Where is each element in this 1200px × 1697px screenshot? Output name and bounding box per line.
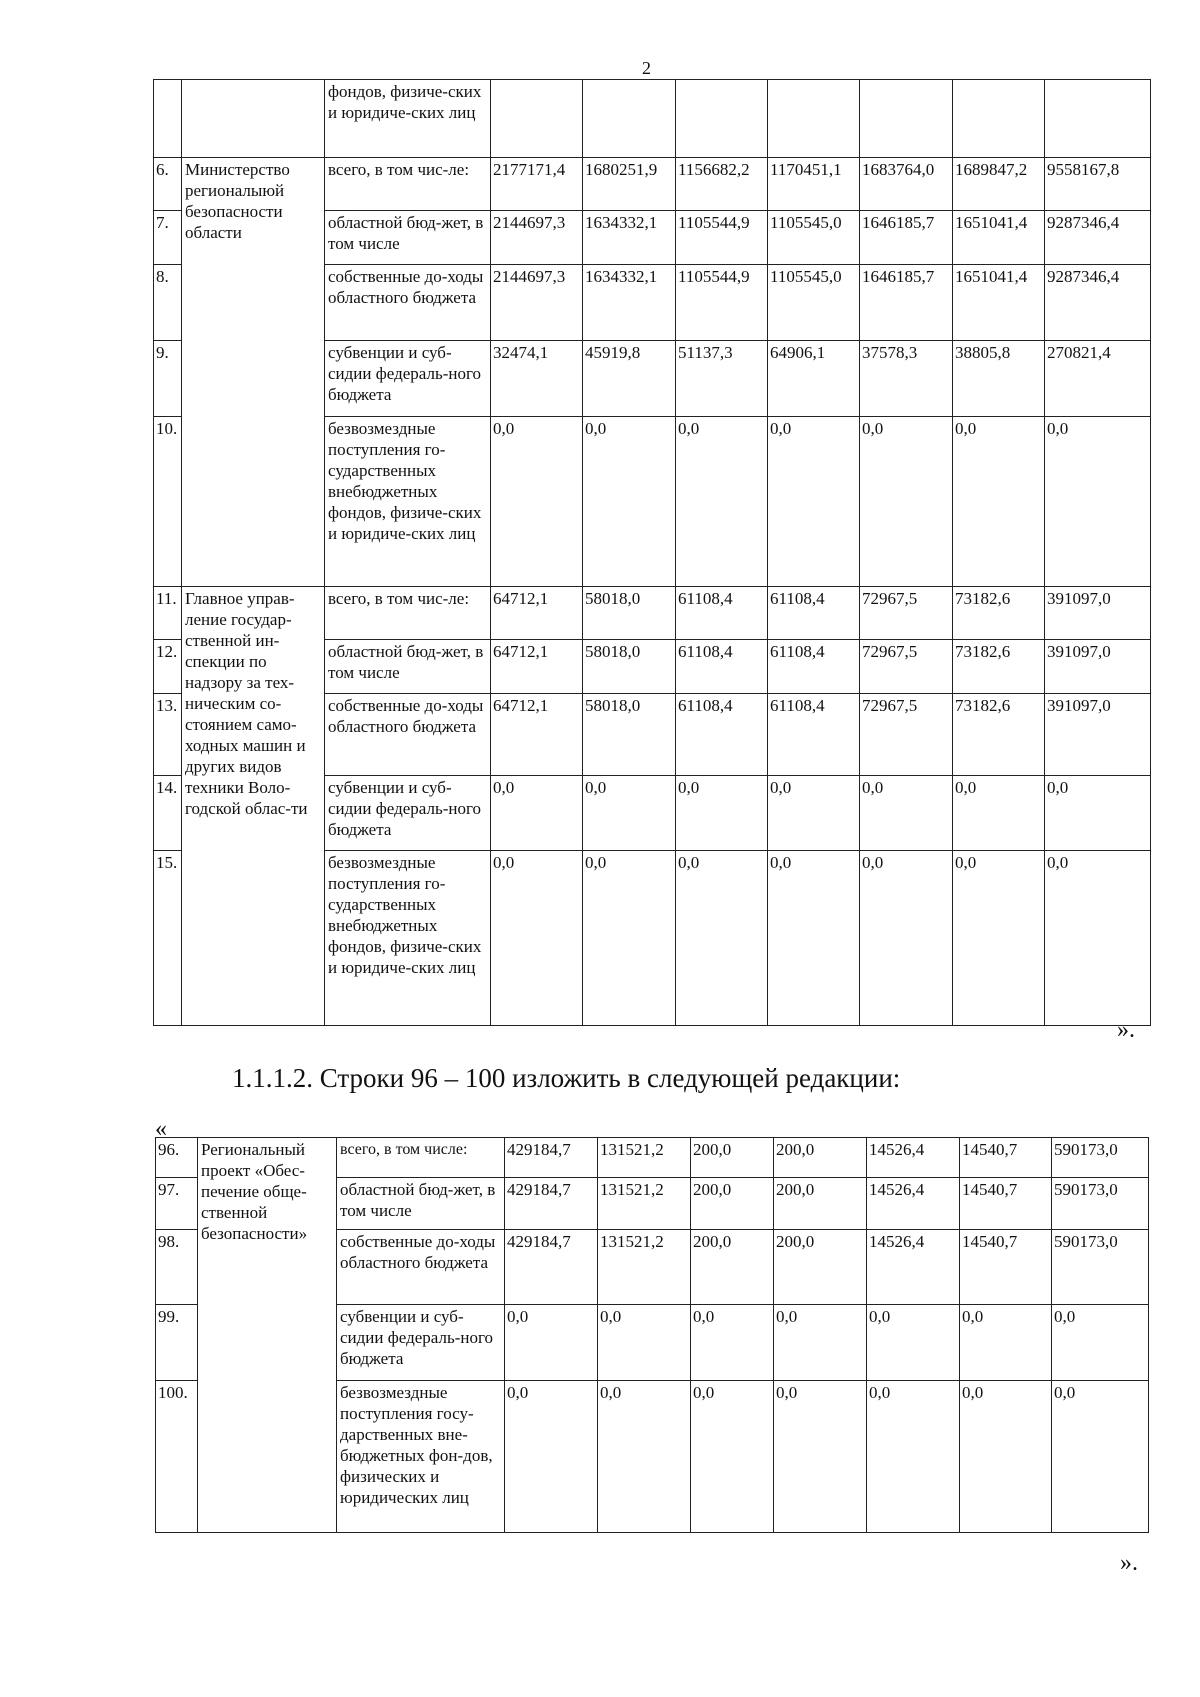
value-cell: 58018,0 — [583, 640, 676, 694]
value-cell: 0,0 — [676, 776, 768, 851]
row-number: 6. — [154, 158, 182, 211]
entity-name: Министерство регионалыюй безопасности области — [182, 158, 325, 587]
row-number: 11. — [154, 587, 182, 640]
value-cell: 1634332,1 — [583, 211, 676, 265]
value-cell: 37578,3 — [860, 341, 953, 417]
value-cell: 0,0 — [867, 1305, 960, 1381]
value-cell: 391097,0 — [1045, 694, 1151, 776]
value-cell: 0,0 — [768, 851, 860, 1026]
value-cell — [1045, 80, 1151, 158]
row-number: 8. — [154, 265, 182, 341]
funding-source-label: безвозмездные поступления го-сударственных внебюджетных фондов, физиче-ских и юридиче-ских лиц — [325, 417, 491, 587]
value-cell: 51137,3 — [676, 341, 768, 417]
closing-quote: ». — [1117, 1017, 1135, 1043]
row-number: 10. — [154, 417, 182, 587]
value-cell: 0,0 — [774, 1381, 867, 1533]
value-cell: 64712,1 — [491, 694, 583, 776]
value-cell: 38805,8 — [953, 341, 1045, 417]
value-cell: 590173,0 — [1052, 1138, 1149, 1178]
value-cell: 14526,4 — [867, 1178, 960, 1230]
value-cell: 0,0 — [491, 851, 583, 1026]
value-cell: 61108,4 — [676, 640, 768, 694]
value-cell: 200,0 — [691, 1178, 774, 1230]
value-cell: 0,0 — [768, 417, 860, 587]
value-cell: 1689847,2 — [953, 158, 1045, 211]
value-cell: 1105544,9 — [676, 211, 768, 265]
row-number: 14. — [154, 776, 182, 851]
row-number: 7. — [154, 211, 182, 265]
value-cell: 2144697,3 — [491, 265, 583, 341]
value-cell: 270821,4 — [1045, 341, 1151, 417]
value-cell: 200,0 — [691, 1138, 774, 1178]
value-cell: 14540,7 — [960, 1178, 1052, 1230]
value-cell: 200,0 — [774, 1178, 867, 1230]
value-cell: 200,0 — [774, 1138, 867, 1178]
funding-table-amended-rows — [155, 1137, 1149, 1533]
value-cell: 429184,7 — [505, 1138, 598, 1178]
value-cell: 58018,0 — [583, 587, 676, 640]
funding-source-label: собственные до-ходы областного бюджета — [325, 694, 491, 776]
value-cell: 0,0 — [953, 851, 1045, 1026]
value-cell: 61108,4 — [676, 694, 768, 776]
value-cell: 200,0 — [774, 1230, 867, 1305]
value-cell — [953, 80, 1045, 158]
value-cell: 0,0 — [1052, 1381, 1149, 1533]
value-cell: 0,0 — [583, 851, 676, 1026]
opening-quote: « — [155, 1116, 167, 1142]
funding-source-label: безвозмездные поступления го-сударственных внебюджетных фондов, физиче-ских и юридиче-ских лиц — [325, 851, 491, 1026]
value-cell: 61108,4 — [768, 640, 860, 694]
funding-source-cell: фондов, физиче-ских и юридиче-ских лиц — [325, 80, 491, 158]
value-cell: 0,0 — [505, 1305, 598, 1381]
amendment-heading: 1.1.1.2. Строки 96 – 100 изложить в следующей редакции: — [232, 1063, 901, 1093]
value-cell: 0,0 — [598, 1305, 691, 1381]
value-cell — [768, 80, 860, 158]
value-cell: 14526,4 — [867, 1230, 960, 1305]
entity-cell — [182, 80, 325, 158]
value-cell: 1646185,7 — [860, 211, 953, 265]
value-cell: 72967,5 — [860, 694, 953, 776]
value-cell: 61108,4 — [676, 587, 768, 640]
value-cell: 0,0 — [583, 776, 676, 851]
funding-source-label: областной бюд-жет, в том числе — [325, 211, 491, 265]
group-regional-project — [156, 1138, 1149, 1533]
value-cell: 1156682,2 — [676, 158, 768, 211]
value-cell: 1680251,9 — [583, 158, 676, 211]
funding-table-continuation — [153, 79, 1151, 1026]
value-cell: 73182,6 — [953, 694, 1045, 776]
entity-name: Главное управ-ление государ-ственной ин-спекции по надзору за тех-ническим со-стоянием само-ходных машин и других видов техники Воло-годской облас-ти — [182, 587, 325, 1026]
value-cell: 1105544,9 — [676, 265, 768, 341]
value-cell: 131521,2 — [598, 1138, 691, 1178]
funding-source-label: субвенции и суб-сидии федераль-ного бюджета — [337, 1305, 505, 1381]
funding-source-label: безвозмездные поступления госу-дарственных вне-бюджетных фон-дов, физических и юридических лиц — [337, 1381, 505, 1533]
value-cell: 590173,0 — [1052, 1230, 1149, 1305]
value-cell: 131521,2 — [598, 1230, 691, 1305]
value-cell: 0,0 — [691, 1381, 774, 1533]
funding-source-label: собственные до-ходы областного бюджета — [325, 265, 491, 341]
value-cell: 1646185,7 — [860, 265, 953, 341]
table-row — [154, 587, 1151, 640]
value-cell: 200,0 — [691, 1230, 774, 1305]
value-cell: 0,0 — [960, 1305, 1052, 1381]
value-cell: 2144697,3 — [491, 211, 583, 265]
value-cell: 0,0 — [676, 851, 768, 1026]
value-cell: 429184,7 — [505, 1178, 598, 1230]
funding-source-label: субвенции и суб-сидии федераль-ного бюджета — [325, 776, 491, 851]
value-cell: 0,0 — [953, 417, 1045, 587]
value-cell: 1634332,1 — [583, 265, 676, 341]
row-number: 12. — [154, 640, 182, 694]
funding-source-label: областной бюд-жет, в том числе — [325, 640, 491, 694]
value-cell: 72967,5 — [860, 640, 953, 694]
value-cell: 0,0 — [598, 1381, 691, 1533]
value-cell: 58018,0 — [583, 694, 676, 776]
value-cell: 0,0 — [1045, 776, 1151, 851]
value-cell: 72967,5 — [860, 587, 953, 640]
closing-quote: ». — [1120, 1550, 1138, 1576]
value-cell: 0,0 — [774, 1305, 867, 1381]
value-cell — [583, 80, 676, 158]
value-cell: 0,0 — [691, 1305, 774, 1381]
value-cell: 0,0 — [867, 1381, 960, 1533]
funding-source-label: всего, в том чис-ле: — [325, 587, 491, 640]
row-number: 15. — [154, 851, 182, 1026]
value-cell: 1683764,0 — [860, 158, 953, 211]
value-cell: 0,0 — [1045, 851, 1151, 1026]
value-cell: 14526,4 — [867, 1138, 960, 1178]
row-number: 97. — [156, 1178, 198, 1230]
value-cell: 1105545,0 — [768, 265, 860, 341]
entity-name: Региональный проект «Обес-печение обще-ственной безопасности» — [198, 1138, 337, 1533]
value-cell: 0,0 — [491, 417, 583, 587]
value-cell: 0,0 — [860, 417, 953, 587]
funding-source-label: собственные до-ходы областного бюджета — [337, 1230, 505, 1305]
value-cell: 64906,1 — [768, 341, 860, 417]
value-cell — [676, 80, 768, 158]
row-number: 98. — [156, 1230, 198, 1305]
value-cell — [491, 80, 583, 158]
row-number-cell — [154, 80, 182, 158]
value-cell: 0,0 — [860, 776, 953, 851]
funding-source-label: областной бюд-жет, в том числе — [337, 1178, 505, 1230]
value-cell: 14540,7 — [960, 1230, 1052, 1305]
value-cell: 590173,0 — [1052, 1178, 1149, 1230]
value-cell: 1651041,4 — [953, 265, 1045, 341]
value-cell: 0,0 — [860, 851, 953, 1026]
row-number: 13. — [154, 694, 182, 776]
table-row — [154, 158, 1151, 211]
value-cell: 9287346,4 — [1045, 265, 1151, 341]
funding-source-label: всего, в том числе: — [337, 1138, 505, 1178]
value-cell: 0,0 — [960, 1381, 1052, 1533]
value-cell: 0,0 — [505, 1381, 598, 1533]
value-cell: 131521,2 — [598, 1178, 691, 1230]
value-cell: 73182,6 — [953, 587, 1045, 640]
value-cell: 0,0 — [491, 776, 583, 851]
row-number: 9. — [154, 341, 182, 417]
row-number: 100. — [156, 1381, 198, 1533]
value-cell: 0,0 — [583, 417, 676, 587]
value-cell: 0,0 — [768, 776, 860, 851]
funding-source-label: субвенции и суб-сидии федераль-ного бюджета — [325, 341, 491, 417]
value-cell: 0,0 — [1045, 417, 1151, 587]
value-cell: 32474,1 — [491, 341, 583, 417]
value-cell: 2177171,4 — [491, 158, 583, 211]
table-row — [156, 1138, 1149, 1178]
value-cell: 61108,4 — [768, 587, 860, 640]
group-regional-security-ministry — [154, 158, 1151, 587]
group-machinery-inspection — [154, 587, 1151, 1026]
value-cell: 0,0 — [676, 417, 768, 587]
row-number: 99. — [156, 1305, 198, 1381]
value-cell: 391097,0 — [1045, 587, 1151, 640]
value-cell: 64712,1 — [491, 587, 583, 640]
value-cell — [860, 80, 953, 158]
value-cell: 1651041,4 — [953, 211, 1045, 265]
value-cell: 429184,7 — [505, 1230, 598, 1305]
value-cell: 9558167,8 — [1045, 158, 1151, 211]
value-cell: 61108,4 — [768, 694, 860, 776]
value-cell: 45919,8 — [583, 341, 676, 417]
funding-source-label: всего, в том чис-ле: — [325, 158, 491, 211]
value-cell: 1170451,1 — [768, 158, 860, 211]
value-cell: 0,0 — [953, 776, 1045, 851]
value-cell: 391097,0 — [1045, 640, 1151, 694]
page-number: 2 — [642, 58, 651, 78]
value-cell: 14540,7 — [960, 1138, 1052, 1178]
value-cell: 64712,1 — [491, 640, 583, 694]
value-cell: 1105545,0 — [768, 211, 860, 265]
row-number: 96. — [156, 1138, 198, 1178]
value-cell: 0,0 — [1052, 1305, 1149, 1381]
value-cell: 9287346,4 — [1045, 211, 1151, 265]
value-cell: 73182,6 — [953, 640, 1045, 694]
table-row — [154, 80, 1151, 158]
